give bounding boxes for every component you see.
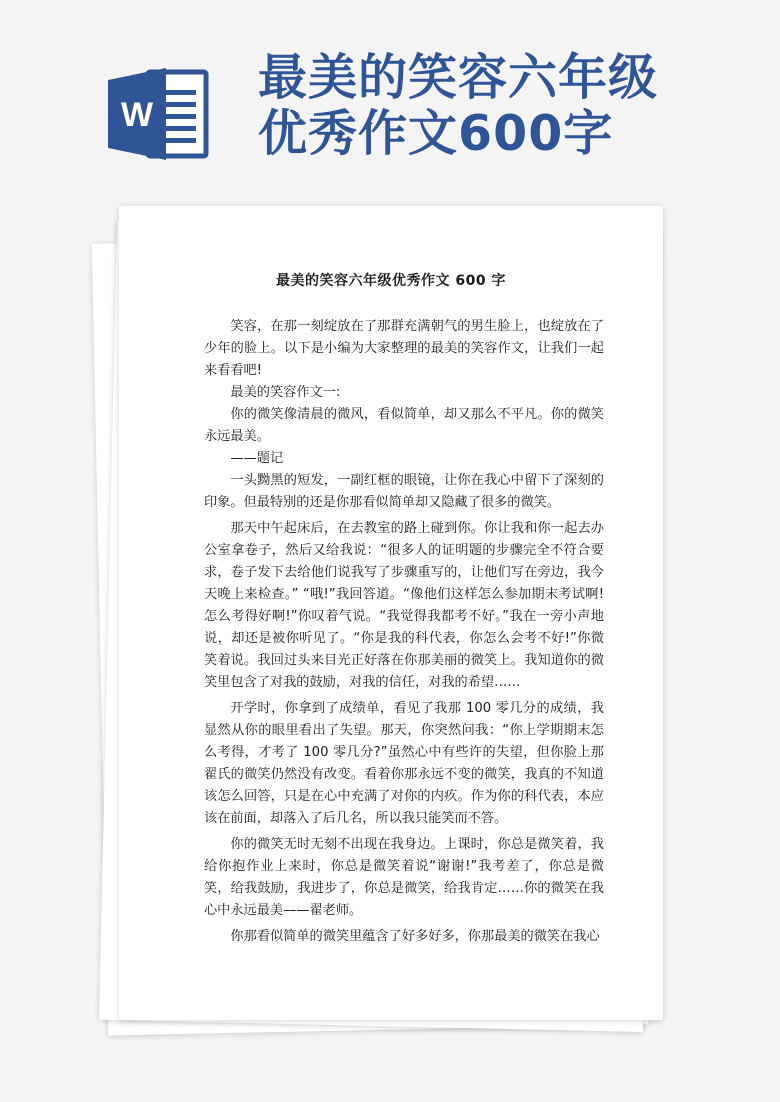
paragraph: 最美的笑容作文一:	[230, 385, 341, 400]
paragraph: ——题记	[230, 451, 284, 466]
paragraph: 你那看似简单的微笑里蕴含了好多好多，你那最美的微笑在我心	[230, 929, 600, 944]
paragraph: 你的微笑像清晨的微风，看似简单，却又那么不平凡。你的微笑永远最美。	[204, 407, 604, 444]
paragraph: 笑容，在那一刻绽放在了那群充满朝气的男生脸上，也绽放在了少年的脸上。以下是小编为大家整理的最美的笑容作文，让我们一起来看看吧!	[204, 319, 604, 378]
word-document-icon	[108, 66, 210, 162]
paragraph: 一头黝黑的短发，一副红框的眼镜，让你在我心中留下了深刻的印象。但最特别的还是你那看似简单却又隐藏了很多的微笑。	[204, 473, 604, 510]
document-title: 最美的笑容六年级优秀作文 600 字	[276, 273, 506, 289]
document-body	[204, 316, 604, 948]
paragraph: 开学时，你拿到了成绩单，看见了我那 100 零几分的成绩，我显然从你的眼里看出了失望。那天，你突然问我：“你上学期期末怎么考得，才考了 100 零几分?”虽然心中有些许的失望，但你脸上那翟氏的微笑仍然没有改变。看着你那永远不变的微笑，我真的不知道该怎么回答，只是在心中充满了对你的内疚。作为你的科代表，本应该在前面，却落入了后几名，所以我只能笑而不答。	[204, 701, 604, 826]
header	[0, 0, 780, 200]
paragraph: 你的微笑无时无刻不出现在我身边。上课时，你总是微笑着，我给你抱作业上来时，你总是微笑着说“谢谢!”我考差了，你总是微笑，给我鼓励，我进步了，你总是微笑，给我肯定……你的微笑在我心中永远最美——翟老师。	[204, 837, 604, 918]
paragraph: 那天中午起床后，在去教室的路上碰到你。你让我和你一起去办公室拿卷子，然后又给我说：“很多人的证明题的步骤完全不符合要求，卷子发下去给他们说我写了步骤重写的，让他们写在旁边，我今天晚上来检查。” “哦!”我回答道。“像他们这样怎么参加期末考试啊!怎么考得好啊!”你叹着气说。“我觉得我都考不好。”我在一旁小声地说，却还是被你听见了。“你是我的科代表，你怎么会考不好!”你微笑着说。我回过头来目光正好落在你那美丽的微笑上。我知道你的微笑里包含了对我的鼓励，对我的信任，对我的希望……	[204, 521, 604, 690]
page-title	[258, 50, 758, 162]
page-title-line2: 优秀作文600字	[258, 105, 614, 162]
svg-text:W: W	[120, 96, 154, 134]
page-title-line1: 最美的笑容六年级	[258, 49, 659, 106]
